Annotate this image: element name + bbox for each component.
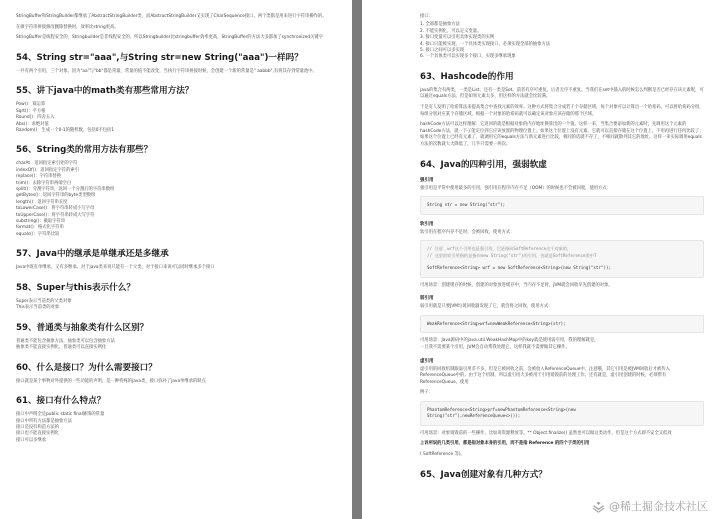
weak-reference-heading: 弱引用 <box>420 296 434 302</box>
juejin-logo-icon <box>592 500 605 513</box>
phantom-reference-example: 例子： <box>420 390 433 396</box>
weak-reference-note <box>420 338 704 351</box>
phantom-reference-note: 可用场景：对象销毁前的一些操作，比如说资源释放等。** Object.finalize() 虽然也可以做这类动作，但是这个方式即不安全又低效 <box>420 430 672 436</box>
list-item: trim()：去除字符串两端空白 <box>16 180 72 186</box>
section-heading-57: 57、Java中的继承是单继承还是多继承 <box>16 249 169 260</box>
section-heading-60: 60、什么是接口？为什么需要接口？ <box>16 362 157 373</box>
section-57-body: Java中既有单继承，又有多继承。对于java类来说只能有一个父类，对于接口来说可以同时继承多个接口 <box>16 265 215 271</box>
strong-reference-heading: 强引用 <box>420 177 434 183</box>
section-54-body: 一共有两个引用，三个对象。因为"aa"与"bb"都是常量，常量的值不能改变，当执行字符串拼接时候，会创建一个新的常量是" aabbb",有将其存到常量池中。 <box>16 68 317 74</box>
watermark <box>592 498 708 514</box>
intro-paragraph: StringBuffer是线程安全的，Stringbuilder是非线程安全的。所以Stringbuilder比stringbuffer效率更高，StringBuffer的方法大多都加了synchronized关键字 <box>16 35 324 41</box>
phantom-reference-note: 上诉所说的几类引用，都是指对象本身的引用，而不是指 Reference 的四个子类的引用 <box>420 441 590 447</box>
section-60-body: 接口就是某个事物对外提供的一些功能的声明，是一种特殊的java类，接口弥补了java单继承的缺点 <box>16 378 206 384</box>
section-heading-61: 61、接口有什么特点？ <box>16 396 106 407</box>
page-gutter <box>352 0 362 519</box>
section-heading-55: 55、讲下java中的math类有那些常用方法？ <box>16 86 194 97</box>
list-item: 普通类不能包含抽象方法，抽象类可以包含抽象方法 <box>16 338 115 344</box>
list-item: 6. 一个具体类可以实现多个接口，实现多继承现象 <box>420 54 516 60</box>
list-item: 3. 接口变量可以引用具体实现类的实例 <box>420 35 495 41</box>
right-page <box>362 0 720 519</box>
soft-reference-heading: 软引用 <box>420 221 434 227</box>
interface-list <box>420 22 704 60</box>
section-heading-56: 56、String类的常用方法有那些？ <box>16 145 153 156</box>
list-item: 抽象类不能直接实例化，普通类可以直接实例化 <box>16 345 107 351</box>
note-line: 一旦我不需要某个引用，JVM会自动帮我处理它，这样我就不需要做其它操作。 <box>420 345 570 350</box>
list-item: format()：格式化字符串 <box>16 225 64 231</box>
list-item: Random()：生成一个0-1的随机数，包括0不包括1 <box>16 128 115 133</box>
section-63-paragraph: 于是有人发明了哈希算法来提高集合中查找元素的效率。这种方式将集合分成若干个存储区域，每个对象可以计算出一个哈希码，可以将哈希码分组，每组分别对应某个存储区域，根据一个对象的哈希码就可以确定该对象应该存储的那个区域。 <box>420 105 704 117</box>
section-63-paragraph: java的集合有两类，一类是List，还有一类是Set。前者有序可重复，后者无序不重复。当我们在set中插入的时候怎么判断是否已经存在该元素呢，可以通过equals方法。但是如果元素太多，用这样的方法就会比较满。 <box>420 87 704 100</box>
list-item: 接口中所有方法都是抽象方法 <box>16 418 72 424</box>
intro-block <box>16 14 336 42</box>
code-line: WeakReference<String>wrf=newWeakReference<String>(str); <box>427 321 566 326</box>
code-comment: // 注意：wrf这个引用也是强引用，它是指向SoftReference这个对象的， <box>427 246 572 252</box>
code-block <box>420 196 704 214</box>
section-heading-54: 54、String str="aaa",与String str=new String("aaa")一样吗？ <box>16 52 303 63</box>
code-line: SoftReference<String> wrf = new SoftReference<String>(new String("str")); <box>427 265 612 271</box>
list-item: 接口也不能直接实例化 <box>16 431 59 437</box>
section-heading-58: 58、Super与this表示什么？ <box>16 282 135 293</box>
left-page <box>0 0 352 519</box>
phantom-reference-note: ( SoftReference 等)。 <box>420 451 465 457</box>
list-item: Sqrt()：平方根 <box>16 108 46 114</box>
list-item: 1. 全部都是抽象方法 <box>420 22 460 28</box>
list-item: Super表示当前类的父类对象 <box>16 298 72 304</box>
list-item: 5. 接口之间可以多实现 <box>420 48 465 54</box>
list-item: 接口是没有构造方法的 <box>16 424 59 430</box>
code-line: String str = new String("str"); <box>427 202 506 208</box>
phantom-reference-heading: 虚引用 <box>420 358 434 364</box>
math-methods-list <box>16 102 336 134</box>
intro-paragraph: 在做字符串拼接修改删除替换时，效率比string更高。 <box>16 24 119 30</box>
code-line: PhantomReference<String>prf=newPhantomReference<String>(new <box>427 406 576 412</box>
list-item: toLowerCase()：将字符串转成小写字母 <box>16 206 95 212</box>
note-line: 可用场景：Java源码中的java.util.WeakHashMap中的key就是使用弱引用，我的理解就是， <box>420 338 599 344</box>
code-line: String("str"),newReferenceQueue<>()); <box>427 413 521 419</box>
section-heading-65: 65、Java创建对象有几种方式？ <box>420 469 547 480</box>
list-item: charAt：返回指定索引处的字符 <box>16 161 78 167</box>
code-comment: // 这里的软引用指的是指向new String("str")的引用，也就是SoftReference类中T <box>427 252 597 258</box>
phantom-reference-body: 虚引用的回收机制跟弱引用差不多，但是它被回收之前，会被放入ReferenceQueue中。注意哦，其它引用是被JVM回收后才被传入ReferenceQueue中的。由于这个机制，所以虚引用大多被用于引用销毁前的处理工作。还有就是，虚引用创建的时候，必须带有ReferenceQueue，使用 <box>420 366 670 385</box>
list-item: indexOf()：返回指定字符的索引 <box>16 167 79 173</box>
section-heading-63: 63、Hashcode的作用 <box>420 71 514 82</box>
list-item: 接口中声明全是public static final修饰的常量 <box>16 412 105 418</box>
section-63-paragraph: hashCode方法可以这样理解：它返回的就是根据对象的内存地址换算出的一个值。这样一来，当集合要添加新的元素时，先调用这个元素的hashCode方法，就一下子能定位到它应该放置的物理位置上。如果这个位置上没有元素，它就可以直接存储在这个位置上，不用再进行任何比较了；如果这个位置上已经有元素了，就调用它的equals方法与新元素进行比较，相同的话就不存了，不相同就散列其它的地址。这样一来实际调用equals方法的次数就大大降低了，几乎只需要一两次。 <box>420 122 704 147</box>
list-item: substring()：截取字符串 <box>16 219 66 225</box>
section-heading-64: 64、Java的四种引用，强弱软虚 <box>420 159 547 170</box>
strong-reference-body: 强引用是平常中使用最多的引用，强引用在程序内存不足（OOM）的时候也不会被回收，使用方式： <box>420 185 611 191</box>
list-item: length()：返回字符串长度 <box>16 199 68 205</box>
weak-reference-body: 弱引用就是只要JVM垃圾回收器发现了它，就会将之回收，使用方式： <box>420 304 553 310</box>
list-item: getBytes()：返回字符串的byte类型数组 <box>16 193 96 199</box>
list-item: equals()：字符串比较 <box>16 231 60 237</box>
intro-paragraph: StringBuffer和StringBuilder都继承了AbstractStringBuilder类，而AbstractStringBuilder又实现了CharSequence接口，两个类都是用来进行字符串操作的。 <box>16 14 327 19</box>
soft-reference-body: 软引用在程序内存不足时，会被回收，使用方式： <box>420 229 515 235</box>
list-item: This表示当前类的对象 <box>16 305 60 311</box>
watermark-text: @稀土掘金技术社区 <box>609 500 708 513</box>
code-block <box>420 401 704 426</box>
list-item: toUpperCase()：将字符串转成大写字符 <box>16 212 95 218</box>
list-item: Pow()：幂运算 <box>16 102 46 108</box>
list-item: Abs()：求绝对值 <box>16 121 49 127</box>
list-item: 4. 接口只能被实现，一个具体类实现接口，必须实现全部的抽象方法 <box>420 41 551 47</box>
interface-heading: 接口： <box>420 14 433 19</box>
soft-reference-note: 可用场景：创建缓存的时候，创建的对象放进缓存中，当内存不足时，JVM就会回收早先创建的对象。 <box>420 282 613 288</box>
list-item: 接口可以多继承 <box>16 437 47 443</box>
code-block <box>420 240 704 278</box>
list-item: split()：分割字符串，返回一个分割后的字符串数组 <box>16 187 115 193</box>
code-block <box>420 315 704 333</box>
list-item: 2. 不能实例化，可以定义变量。 <box>420 28 482 34</box>
string-methods-list <box>16 161 336 238</box>
section-heading-59: 59、普通类与抽象类有什么区别？ <box>16 322 149 333</box>
list-item: replace()：字符串替换 <box>16 174 62 180</box>
list-item: Round()：四舍五入 <box>16 115 55 121</box>
